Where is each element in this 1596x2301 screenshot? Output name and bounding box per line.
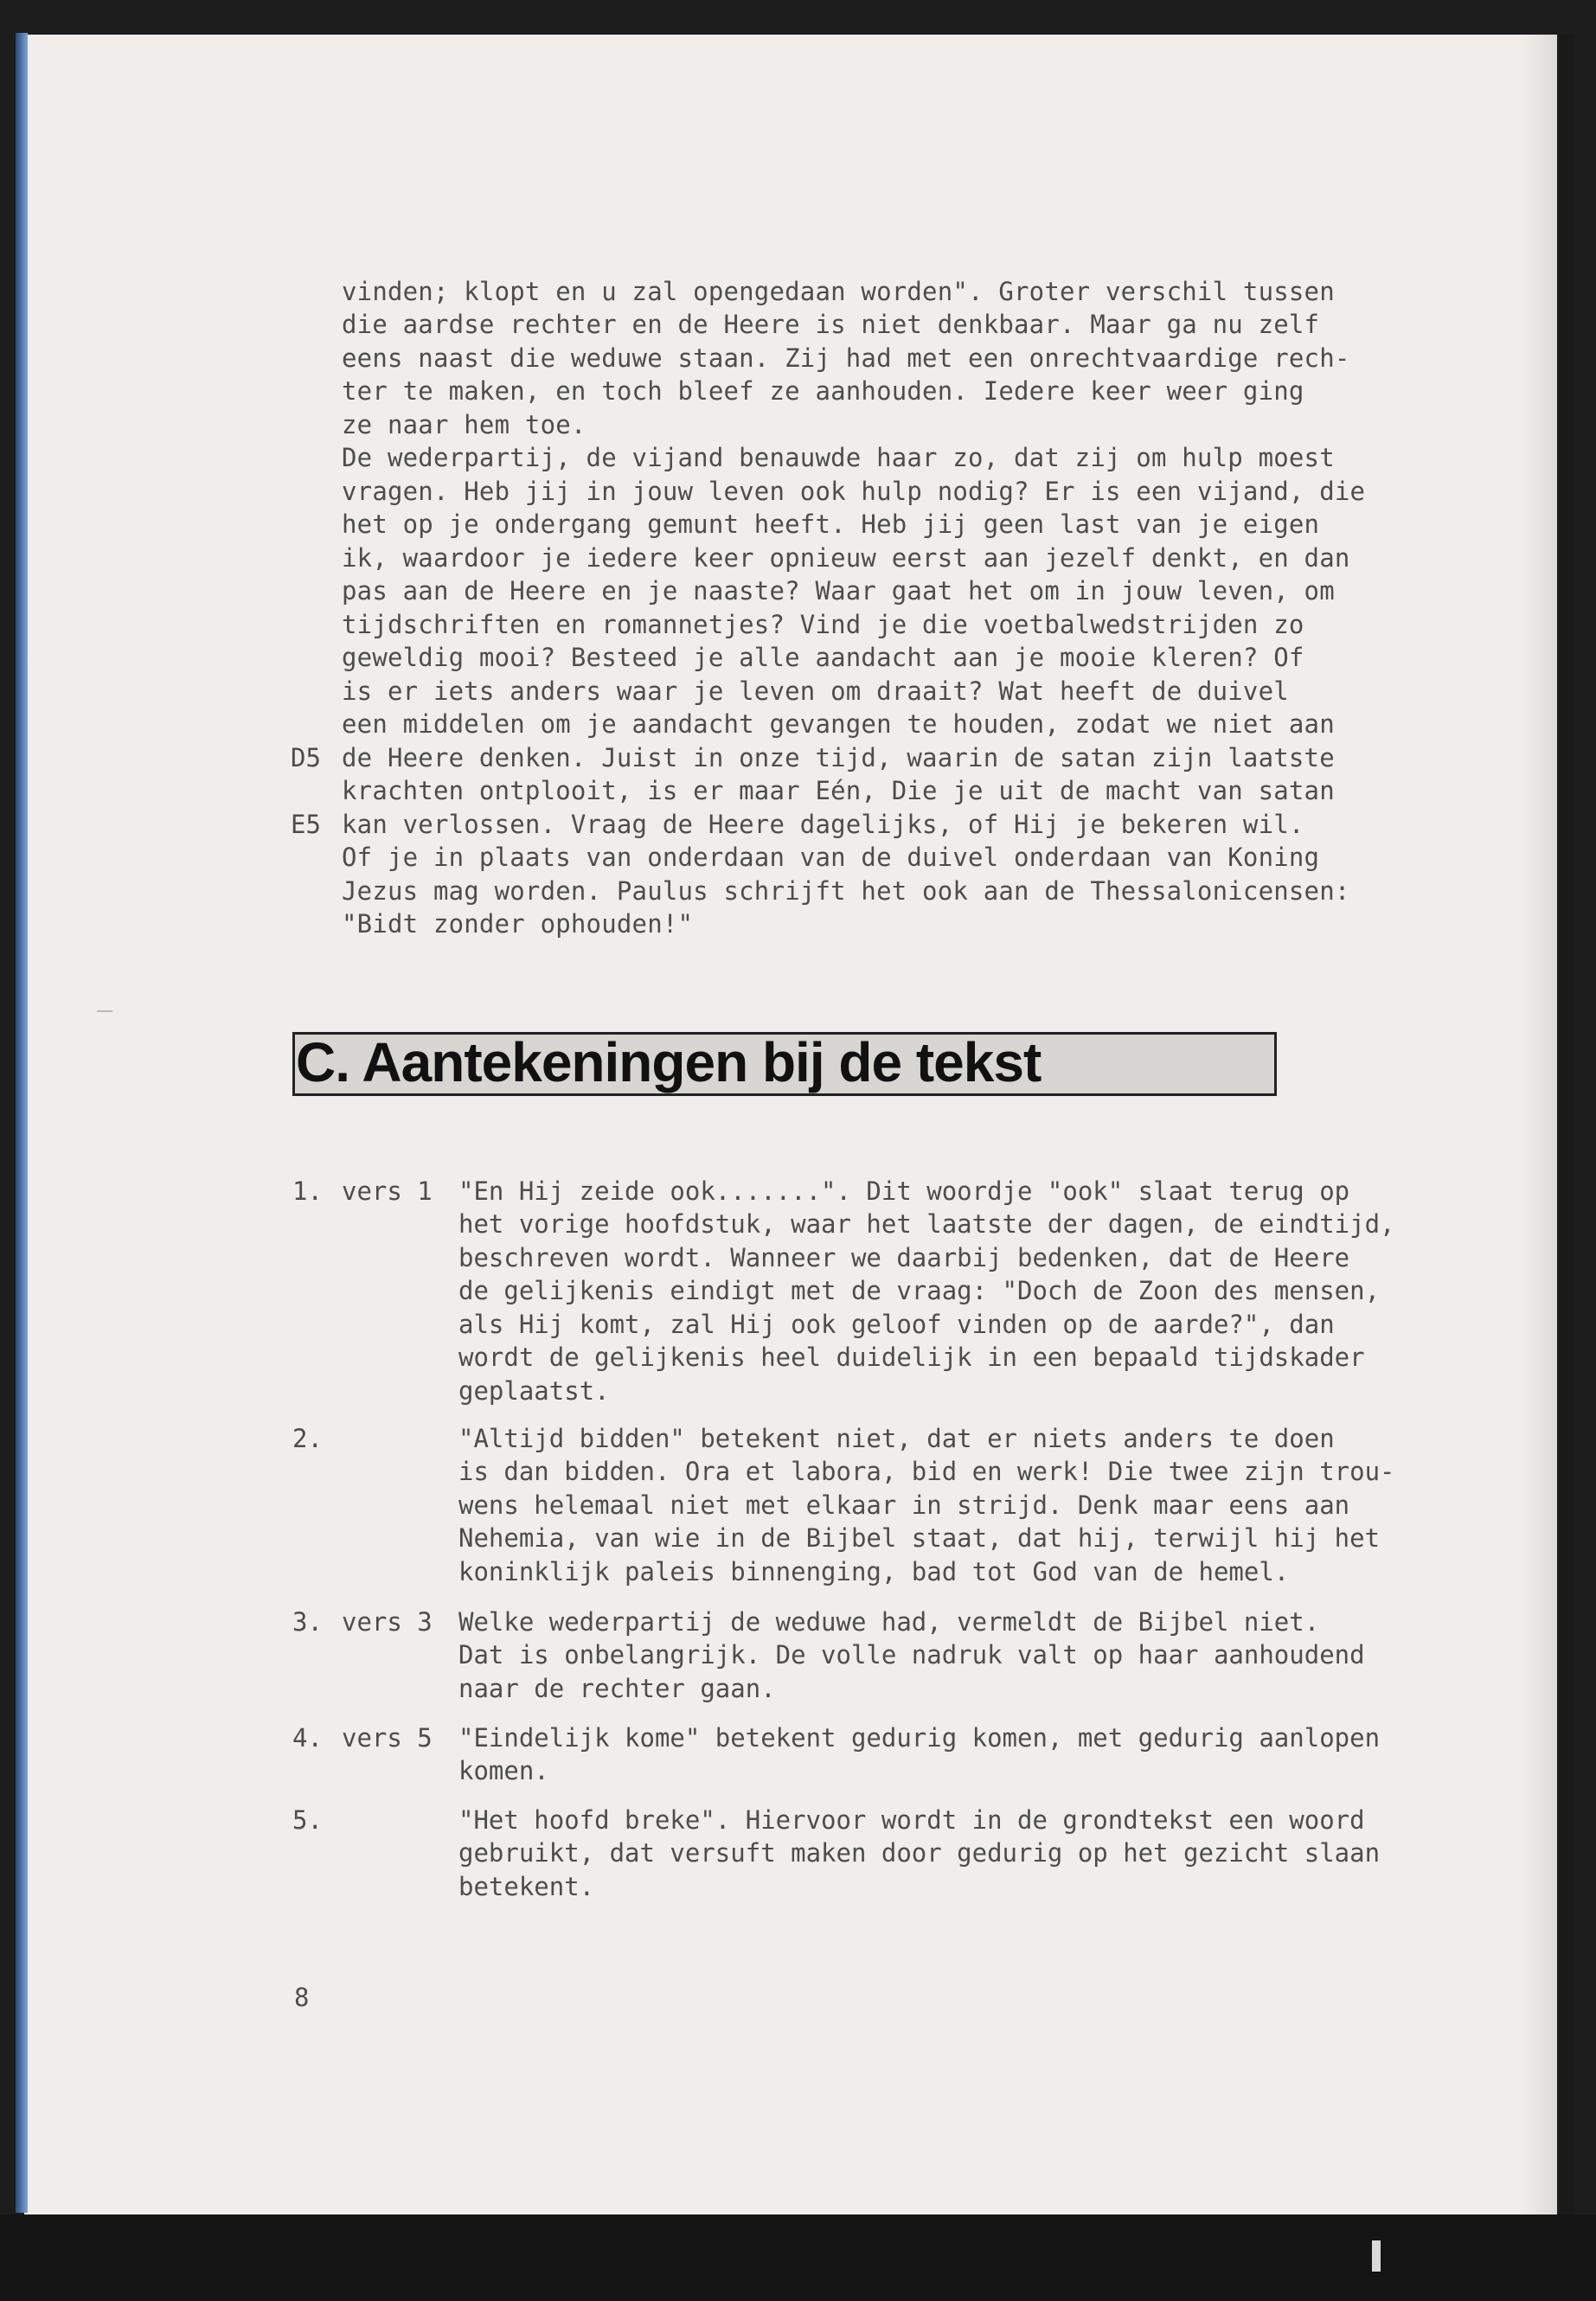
note-line: "Het hoofd breke". Hiervoor wordt in de grondtekst een woord bbox=[458, 1805, 1365, 1835]
body-line: de Heere denken. Juist in onze tijd, waarin de satan zijn laatste bbox=[342, 743, 1335, 772]
note-line: betekent. bbox=[458, 1872, 595, 1901]
body-line: krachten ontplooit, is er maar Eén, Die je uit de macht van satan bbox=[342, 776, 1335, 805]
body-line: ter te maken, en toch bleef ze aanhouden. Iedere keer weer ging bbox=[342, 376, 1304, 406]
note-number: 3. bbox=[292, 1607, 323, 1637]
binding-edge bbox=[16, 33, 28, 2213]
scan-mark bbox=[1372, 2240, 1381, 2272]
note-line: geplaatst. bbox=[458, 1376, 610, 1406]
note-line: is dan bidden. Ora et labora, bid en werk! Die twee zijn trou- bbox=[458, 1457, 1395, 1486]
note-line: Nehemia, van wie in de Bijbel staat, dat hij, terwijl hij het bbox=[458, 1523, 1381, 1553]
note-line: als Hij komt, zal Hij ook geloof vinden op de aarde?", dan bbox=[458, 1310, 1335, 1339]
note-number: 4. bbox=[292, 1723, 323, 1753]
note-line: naar de rechter gaan. bbox=[458, 1674, 776, 1703]
margin-mark bbox=[97, 1010, 112, 1012]
margin-code-e5: E5 bbox=[291, 810, 321, 839]
note-line: Dat is onbelangrijk. De volle nadruk valt op haar aanhoudend bbox=[458, 1640, 1365, 1670]
body-line: eens naast die weduwe staan. Zij had met een onrechtvaardige rech- bbox=[342, 343, 1350, 373]
body-line: vragen. Heb jij in jouw leven ook hulp nodig? Er is een vijand, die bbox=[342, 477, 1366, 506]
body-line: pas aan de Heere en je naaste? Waar gaat het om in jouw leven, om bbox=[342, 576, 1335, 606]
note-line: het vorige hoofdstuk, waar het laatste der dagen, de eindtijd, bbox=[458, 1209, 1395, 1239]
note-line: wordt de gelijkenis heel duidelijk in een bepaald tijdskader bbox=[458, 1343, 1365, 1372]
note-line: gebruikt, dat versuft maken door gedurig op het gezicht slaan bbox=[458, 1838, 1381, 1868]
note-line: wens helemaal niet met elkaar in strijd. Denk maar eens aan bbox=[458, 1490, 1350, 1520]
note-line: komen. bbox=[458, 1756, 549, 1785]
body-line: De wederpartij, de vijand benauwde haar zo, dat zij om hulp moest bbox=[342, 443, 1335, 472]
body-line: ik, waardoor je iedere keer opnieuw eerst aan jezelf denkt, en dan bbox=[342, 543, 1350, 573]
body-line: geweldig mooi? Besteed je alle aandacht aan je mooie kleren? Of bbox=[342, 643, 1304, 672]
body-line: kan verlossen. Vraag de Heere dagelijks, of Hij je bekeren wil. bbox=[342, 810, 1304, 839]
body-line: het op je ondergang gemunt heeft. Heb jij geen last van je eigen bbox=[342, 510, 1320, 539]
note-line: Welke wederpartij de weduwe had, vermeldt de Bijbel niet. bbox=[458, 1607, 1320, 1637]
body-line: ze naar hem toe. bbox=[342, 410, 586, 439]
scan-bottom-border bbox=[0, 2214, 1596, 2301]
note-verse-ref: vers 1 bbox=[342, 1176, 433, 1206]
note-number: 2. bbox=[292, 1424, 323, 1453]
body-line: Of je in plaats van onderdaan van de duivel onderdaan van Koning bbox=[342, 843, 1320, 872]
note-line: "Eindelijk kome" betekent gedurig komen, met gedurig aanlopen bbox=[458, 1723, 1381, 1753]
body-line: een middelen om je aandacht gevangen te houden, zodat we niet aan bbox=[342, 709, 1335, 739]
body-line: Jezus mag worden. Paulus schrijft het ook aan de Thessalonicensen: bbox=[342, 876, 1350, 906]
page-number: 8 bbox=[294, 1983, 310, 2012]
section-heading: C. Aantekeningen bij de tekst bbox=[296, 1031, 1042, 1093]
note-line: "Altijd bidden" betekent niet, dat er niets anders te doen bbox=[458, 1424, 1335, 1453]
note-number: 5. bbox=[292, 1805, 323, 1835]
body-line: "Bidt zonder ophouden!" bbox=[342, 909, 694, 939]
margin-code-d5: D5 bbox=[291, 743, 321, 772]
note-number: 1. bbox=[292, 1176, 323, 1206]
body-line: die aardse rechter en de Heere is niet denkbaar. Maar ga nu zelf bbox=[342, 310, 1320, 339]
body-line: vinden; klopt en u zal opengedaan worden". Groter verschil tussen bbox=[342, 277, 1335, 306]
note-line: beschreven wordt. Wanneer we daarbij bedenken, dat de Heere bbox=[458, 1243, 1350, 1272]
page-gutter-shadow bbox=[1522, 35, 1574, 2214]
note-line: de gelijkenis eindigt met de vraag: "Doch de Zoon des mensen, bbox=[458, 1276, 1381, 1305]
body-line: tijdschriften en romannetjes? Vind je die voetbalwedstrijden zo bbox=[342, 610, 1304, 639]
note-verse-ref: vers 5 bbox=[342, 1723, 433, 1753]
note-line: koninklijk paleis binnenging, bad tot God van de hemel. bbox=[458, 1557, 1290, 1586]
note-verse-ref: vers 3 bbox=[342, 1607, 433, 1637]
body-line: is er iets anders waar je leven om draait? Wat heeft de duivel bbox=[342, 676, 1289, 706]
note-line: "En Hij zeide ook.......". Dit woordje "ook" slaat terug op bbox=[458, 1176, 1350, 1206]
